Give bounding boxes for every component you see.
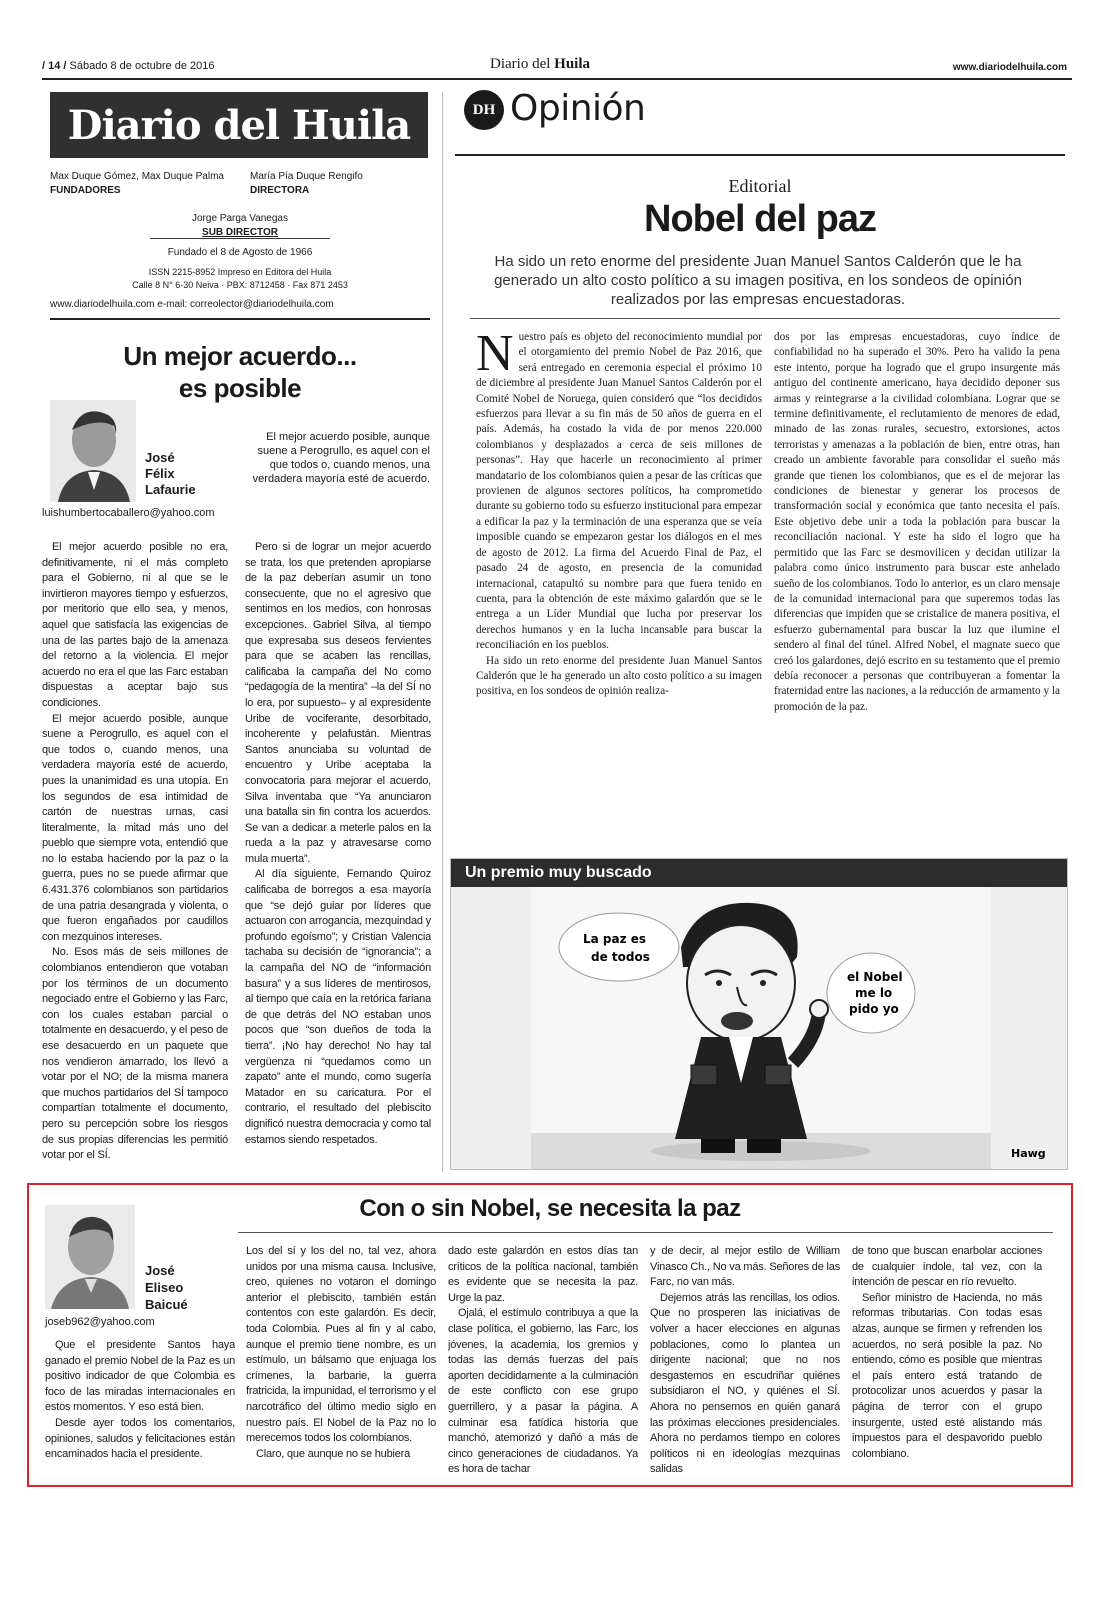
article1-pull-quote: El mejor acuerdo posible, aunque suene a Perogrullo, es aquel con el que todos o, cuando menos, una verdadera mayoría esté de acuerdo. [252, 431, 430, 485]
article-paragraph: El mejor acuerdo posible, aunque suene a Perogrullo, es aquel con el que todos o, cuando menos, una verdadera mayoría esté de acuerdo, pues la unanimidad es una utopía. En los segundos de esa intimidad de cartón de nuestras urnas, casi literalmente, la mitad más uno del pueblo que siempre vota, entendió que no lo estaba haciendo por la paz o la guerra, pues no se puede afirmar que 6.431.376 colombianos son partidarios de una patria desangrada y violenta, o que fueron engañados por caudillos con mezquinos intereses. [42, 712, 228, 943]
author-photo-baicue [45, 1205, 135, 1309]
article1-title-line2: es posible [178, 373, 302, 403]
article2-column-4 [650, 1244, 840, 1474]
cartoon-panel [450, 858, 1068, 1170]
director-label: DIRECTORA [250, 185, 310, 196]
article-paragraph: de tono que buscan enarbolar acciones de cualquier índole, tal vez, con la intención de pescar en río revuelto. [852, 1245, 1042, 1289]
article-paragraph: Pero si de lograr un mejor acuerdo se trata, los que pretenden apropiarse de la paz deberían asumir un tono consecuente, que no el agresivo que sentimos en los medios, con honrosas excepciones. Gabriel Silva, al tiempo que expresaba sus deseos fervientes para que se acaben las rencillas, calificaba la campaña del No como “pedagogía de la mentira” –la del SÍ no lo era, por supuesto– y al expresidente Uribe de vociferante, desorbitado, incoherente y pelafustán. Mientras Santos anunciaba su voluntad de encuentro y Uribe aceptaba la convocatoria para mejorar el acuerdo, Silva inventaba que “Ya anunciaron una batalla sin fin contra los acuerdos. Se van a dedicar a meterle palos en la rueda a la paz y atravesarse como mula muerta”. [245, 541, 431, 865]
editorial-rule [470, 318, 1060, 319]
article-paragraph: Que el presidente Santos haya ganado el premio Nobel de la Paz es un positivo indicador de que Colombia es foco de las miradas internacionales en estos momentos. Y eso está bien. [45, 1339, 235, 1414]
author-name-line: José [145, 450, 175, 465]
article-paragraph: El mejor acuerdo posible no era, definitivamente, ni el más completo para el Gobierno, ni al que se le invirtieron mayores tiempo y esfuerzos, por meritorio que ello sea, y menos, aquel que satisfacía las exigencias de una de las partes bajo de la amenaza del retorno a la violencia. El mejor acuerdo no era el que las Farc estaban dispuestas a aceptar bajo sus condiciones. [42, 541, 228, 709]
bubble-right-line3: pido yo [849, 1002, 899, 1016]
article1-column-2 [245, 540, 431, 1170]
article-paragraph: Claro, que aunque no se hubiera [256, 1447, 411, 1460]
bubble-right-line1: el Nobel [847, 970, 903, 984]
editorial-kicker: Editorial [728, 176, 792, 196]
author-name-line: Baicué [145, 1297, 188, 1312]
paper-prefix: Diario del [490, 56, 555, 72]
author-name-line: Félix [145, 466, 175, 481]
editorial-p1-text: uestro país es objeto del reconocimiento mundial por el otorgamiento del premio Nobel de Paz 2016, que será entregado en ceremonia especial el próximo 10 de diciembre al presidente Juan Manuel Santos Calderón por el Comité Nobel de Noruega, quien consideró que “los decididos esfuerzos para llevar a su fin más de 50 años de guerra en el país. Además, ha costado la vida de por menos 220.000 colombianos y desplazados a cerca de seis millones de personas”. Hay que hacerle un reconocimiento al primer mandatario de los colombianos quien a pesar de las críticas que provienen de algunos sectores políticos, ha comprometido durante su gobierno todo su esfuerzo institucional para empezar a edificar la paz y la terminación de una esperanza que se veía imposible cuando se empezaron gestar los diálogos en el mes de agosto de 2012. La firma del Acuerdo Final de Paz, el pasado 24 de agosto, en presencia de la comunidad internacional, catapultó su nombre para que fuera tenido en cuenta, para la obtención de este máximo galardón que se le entrega a un Líder Mundial que lucha por preservar los derechos humanos y en la lucha incansable para buscar la reconciliación en los pueblos. [476, 331, 762, 652]
article1-column-1 [42, 540, 228, 1170]
editorial-column-1 [476, 330, 762, 822]
author-name-line: Lafaurie [145, 482, 196, 497]
section-title: Opinión [510, 88, 646, 129]
subdirector-name: Jorge Parga Vanegas [192, 213, 288, 224]
article-paragraph: Señor ministro de Hacienda, no más reformas tributarias. Con todas esas alzas, aunque se firmen y refrenden los acuerdos, no será posible la paz. No entiendo, cómo es posible que mientras el país entero está tratando de protocolizar unos acuerdos y pasar la página de terror con el grupo insurgente, usted esté alistando más impuestos para el despavorido pueblo colombiano. [852, 1291, 1042, 1460]
editorial-subtitle: Ha sido un reto enorme del presidente Juan Manuel Santos Calderón que le ha generado un alto costo político a su imagen positiva, en los sondeos de opinión realizados por las empresas encuestadoras. [494, 253, 1022, 308]
founded-line: Fundado el 8 de Agosto de 1966 [167, 247, 313, 258]
page-date-line [42, 60, 215, 72]
author-name-line: José [145, 1263, 175, 1278]
issn-line: ISSN 2215-8952 Impreso en Editora del Huila [148, 267, 332, 277]
editorial-dropcap: N [476, 330, 514, 382]
address-line: Calle 8 N° 6-30 Neiva · PBX: 8712458 · Fax 871 2453 [132, 280, 348, 290]
article2-author-email[interactable]: joseb962@yahoo.com [45, 1316, 155, 1328]
bubble-right-line2: me lo [855, 986, 893, 1000]
founders-label: FUNDADORES [50, 185, 121, 196]
article-paragraph: Dejemos atrás las rencillas, los odios. Que no prosperen las iniciativas de volver a hacer elecciones en algunas poblaciones, como lo plantea un dirigente nacional; que no nos desgastemos en escudriñar quiénes subsidiaron el NO, y quiénes el SÍ. Ahora no pensemos en quién ganará las próximas elecciones presidenciales. Ahora no perdamos tiempo en colores políticos ni en ideologías mezquinas salidas [650, 1291, 840, 1474]
web-email-line[interactable]: www.diariodelhuila.com e-mail: correolector@diariodelhuila.com [50, 299, 334, 310]
section-rule [455, 154, 1065, 156]
paper-bold: Huila [554, 56, 591, 72]
editorial-paragraph: Ha sido un reto enorme del presidente Juan Manuel Santos Calderón que le ha generado un alto costo político a su imagen positiva, en los sondeos de opinión realiza- [476, 654, 762, 698]
article-paragraph: Desde ayer todos los comentarios, opiniones, saludos y felicitaciones están encaminados hacia el presidente. [45, 1416, 235, 1461]
article1-title [60, 340, 420, 404]
article1-title-line1: Un mejor acuerdo... [123, 341, 357, 371]
bubble-left-line1: La paz es [583, 932, 647, 946]
article1-author-email[interactable]: luishumbertocaballero@yahoo.com [42, 507, 215, 519]
founders-credit [50, 170, 224, 198]
editorial-column-2 [774, 330, 1060, 822]
founders-names: Max Duque Gómez, Max Duque Palma [50, 171, 224, 182]
article-paragraph: dado este galardón en estos días tan críticos de la política nacional, también es evidente que se necesita la paz. Urge la paz. [448, 1245, 638, 1304]
subdirector-credit [130, 212, 350, 240]
director-name: María Pía Duque Rengifo [250, 171, 363, 182]
article2-column-3 [448, 1244, 638, 1474]
article2-column-1 [45, 1338, 235, 1474]
author-name-line: Eliseo [145, 1280, 184, 1295]
founded-rule [150, 238, 330, 239]
header-rule [42, 78, 1072, 80]
article2-rule [238, 1232, 1053, 1233]
page-number: / 14 / [42, 60, 67, 72]
article-paragraph: Los del sí y los del no, tal vez, ahora unidos por una misma causa. Inclusive, creo, quienes no votaron el domingo anterior el plebiscito, también están contentos con este galardón. Es decir, toda Colombia. Pues al fin y al cabo, aunque el premio tiene nombre, es un estímulo, un bálsamo que enjuaga los crímenes, la barbarie, la guerra fratricida, la impunidad, el terrorismo y el narcotráfico del último medio siglo en nuestro país. El Nobel de la Paz no lo merecemos todos los colombianos. [246, 1245, 436, 1445]
dh-logo-badge: DH [464, 90, 504, 130]
issue-date: Sábado 8 de octubre de 2016 [69, 60, 215, 72]
article-paragraph: No. Esos más de seis millones de colombianos entendieron que votaban por los términos de un documento negociado entre el Gobierno y las Farc, con los cuales estaban parcial o totalmente en desacuerdo, y el peso de ese desacuerdo en un paquete que nos vendieron amarrado, los llevó a votar por el NO; de la misma manera que muchos partidarios del SÍ tampoco compartían totalmente el documento, pero su percepción sobre los riesgos de sus propias diferencias les permitió votar por el SÍ. [42, 946, 228, 1162]
subdirector-label: SUB DIRECTOR [202, 227, 278, 238]
director-credit [250, 170, 363, 198]
cartoon-illustration [451, 887, 1068, 1170]
editorial-paragraph [476, 330, 762, 654]
issn-block [80, 266, 400, 292]
article2-title: Con o sin Nobel, se necesita la paz [359, 1195, 741, 1222]
article-paragraph: Ojalá, el estímulo contribuya a que la clase política, el gobierno, las Farc, los jóvenes, la academia, los gremios y todas las demás fuerzas del país aporten decididamente a la culminación de este conflicto con ese grupo guerrillero, y a pasar la página. A culminar esa fatídica historia que manchó, atemorizó y dañó a más de cinco generaciones de ciudadanos. Ya es hora de tachar [448, 1307, 638, 1474]
article-paragraph: y de decir, al mejor estilo de William Vinasco Ch., No va más. Señores de las Farc, no van más. [650, 1245, 840, 1289]
editorial-paragraph: dos por las empresas encuestadoras, cuyo índice de confiabilidad no ha superado el 30%. Pero ha valido la pena este intento, porque ha logrado que el grupo insurgente más antiguo del continente americano, haya decidido deponer sus armas y reintegrarse a la civilidad colombiana. Lograr que se termine definitivamente, el reclutamiento de menores de edad, minado de las zonas rurales, secuestro, extorsiones, actos terroristas y amenazas a la población de bien, entre otras, han creado un ambiente favorable para consolidar el sueño más grande que tienen los colombianos, que es el de mejorar las condiciones de bienestar y generar los procesos de transformación social y económica que tanto necesita el país. Este objetivo debe unir a toda la población para buscar la reconciliación nacional. Y este ha sido el logro que ha permitido que las Farc se desmovilicen y decidan utilizar la palabra como único instrumento para buscar este anhelado sueño de los colombianos. Todo lo anterior, es un claro mensaje de la comunidad internacional para que superemos todas las diferencias que impiden que se cristalice de manera positiva, el esfuerzo gubernamental para buscar la luz que ilumine el sendero al final del túnel. Alfred Nobel, el magnate sueco que creó los galardones, dejó escrito en su testamento que el premio debía reconocer a personas que contribuyeran a fomentar la fraternidad entre las naciones, a la reducción de armamento y la promoción de la paz. [774, 331, 1060, 713]
editorial-title: Nobel del paz [644, 198, 876, 240]
article2-column-2 [246, 1244, 436, 1474]
cartoon-signature: Hawg [1011, 1147, 1046, 1160]
left-column-rule [50, 318, 430, 320]
header-website-link[interactable]: www.diariodelhuila.com [952, 62, 1067, 73]
header-paper-name [490, 56, 590, 73]
bubble-left-line2: de todos [591, 950, 650, 964]
author-photo-lafaurie [50, 400, 136, 502]
column-divider [442, 92, 443, 1172]
masthead-logo: Diario del Huila [50, 92, 428, 158]
cartoon-title: Un premio muy buscado [451, 859, 1067, 887]
article-paragraph: Al día siguiente, Fernando Quiroz calificaba de borregos a esa mayoría que “se dejó guiar por líderes que actuaron con arrogancia, mezquindad y profundo egoísmo”; y Cristian Valencia tachaba su decisión de “ignorancia”; a la campaña del NO de “información basura” y a sus líderes de mentirosos, al tiempo que caía en la retórica fariana de que detrás del NO estaban unos pocos que “son dueños de toda la tierra”. ¡No hay derecho! No hay tal vergüenza ni “quedamos como un zapato” ante el mundo, como sugería Matador en su caricatura. Por el contrario, el resultado del plebiscito dignificó nuestra democracia y como tal estamos siendo respetados. [245, 868, 431, 1146]
article2-column-5 [852, 1244, 1042, 1474]
article1-author [145, 450, 225, 498]
article2-author [145, 1262, 225, 1313]
